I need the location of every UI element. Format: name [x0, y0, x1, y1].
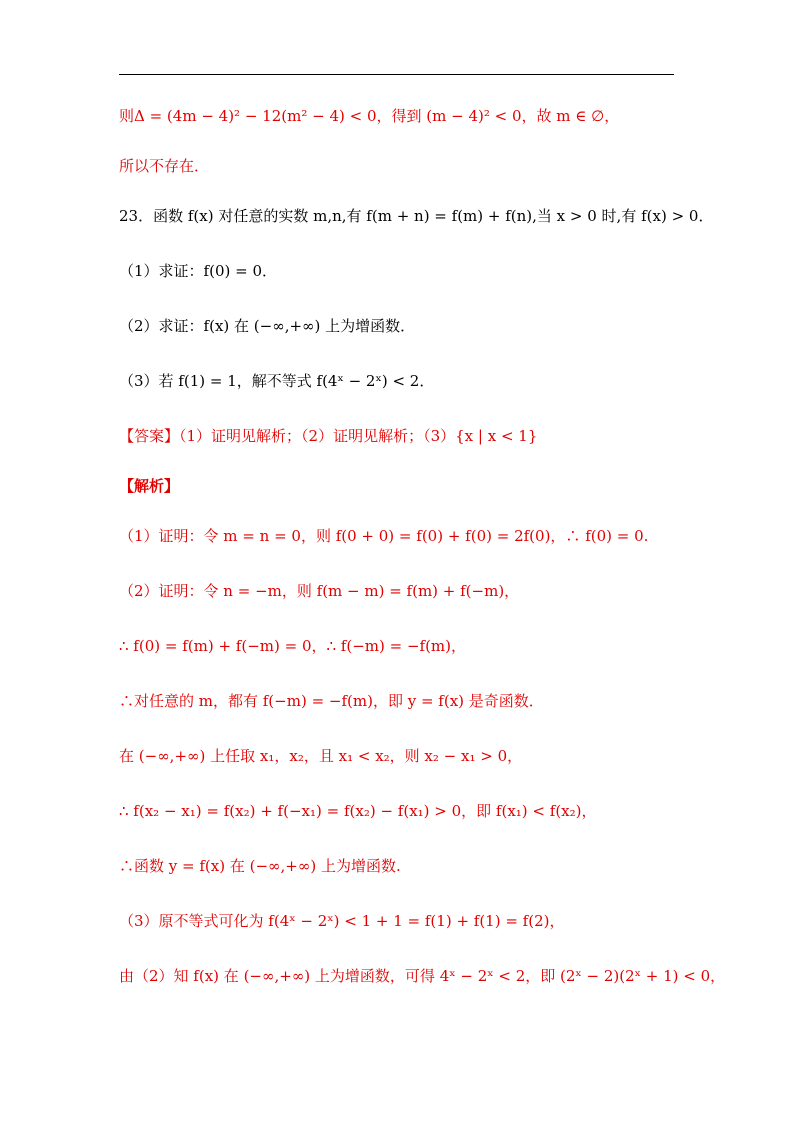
solution-part-2-conclusion: ∴函数 y = f(x) 在 (−∞,+∞) 上为增函数.: [119, 857, 401, 875]
solution-part-2-choose-points: 在 (−∞,+∞) 上任取 x₁，x₂，且 x₁ < x₂，则 x₂ − x₁ > 0，: [119, 747, 523, 765]
prev-solution-conclusion: 所以不存在．: [119, 157, 210, 175]
solution-part-2-odd-function: ∴对任意的 m，都有 f(−m) = −f(m)，即 y = f(x) 是奇函数．: [119, 692, 544, 710]
problem-23-part-3: （3）若 f(1) = 1，解不等式 f(4ˣ − 2ˣ) < 2．: [119, 372, 435, 390]
solution-part-3-step-1: （3）原不等式可化为 f(4ˣ − 2ˣ) < 1 + 1 = f(1) + f(1) = f(2)，: [119, 912, 565, 930]
answer-line: 【答案】（1）证明见解析；（2）证明见解析；（3）{x | x < 1}: [119, 427, 538, 445]
solution-part-2-compare: ∴ f(x₂ − x₁) = f(x₂) + f(−x₁) = f(x₂) − f(x₁) > 0，即 f(x₁) < f(x₂)，: [119, 802, 597, 820]
solution-part-2-step-2: ∴ f(0) = f(m) + f(−m) = 0，∴ f(−m) = −f(m)，: [119, 637, 467, 655]
problem-23-part-2: （2）求证：f(x) 在 (−∞,+∞) 上为增函数．: [119, 317, 416, 335]
problem-23-statement: 23．函数 f(x) 对任意的实数 m,n,有 f(m + n) = f(m) + f(n),当 x > 0 时,有 f(x) > 0．: [119, 207, 714, 225]
analysis-heading: 【解析】: [119, 477, 180, 495]
solution-part-2-step-1: （2）证明：令 n = −m，则 f(m − m) = f(m) + f(−m)，: [119, 582, 520, 600]
solution-part-3-step-2: 由（2）知 f(x) 在 (−∞,+∞) 上为增函数，可得 4ˣ − 2ˣ < 2，即 (2ˣ − 2)(2ˣ + 1) < 0，: [119, 967, 726, 985]
problem-23-part-1: （1）求证：f(0) = 0．: [119, 262, 277, 280]
prev-solution-line-1: 则Δ = (4m − 4)² − 12(m² − 4) < 0，得到 (m − 4)² < 0，故 m ∈ ∅，: [119, 107, 620, 125]
solution-part-1: （1）证明：令 m = n = 0，则 f(0 + 0) = f(0) + f(0) = 2f(0)，∴ f(0) = 0.: [119, 527, 649, 545]
header-rule: [119, 74, 674, 75]
